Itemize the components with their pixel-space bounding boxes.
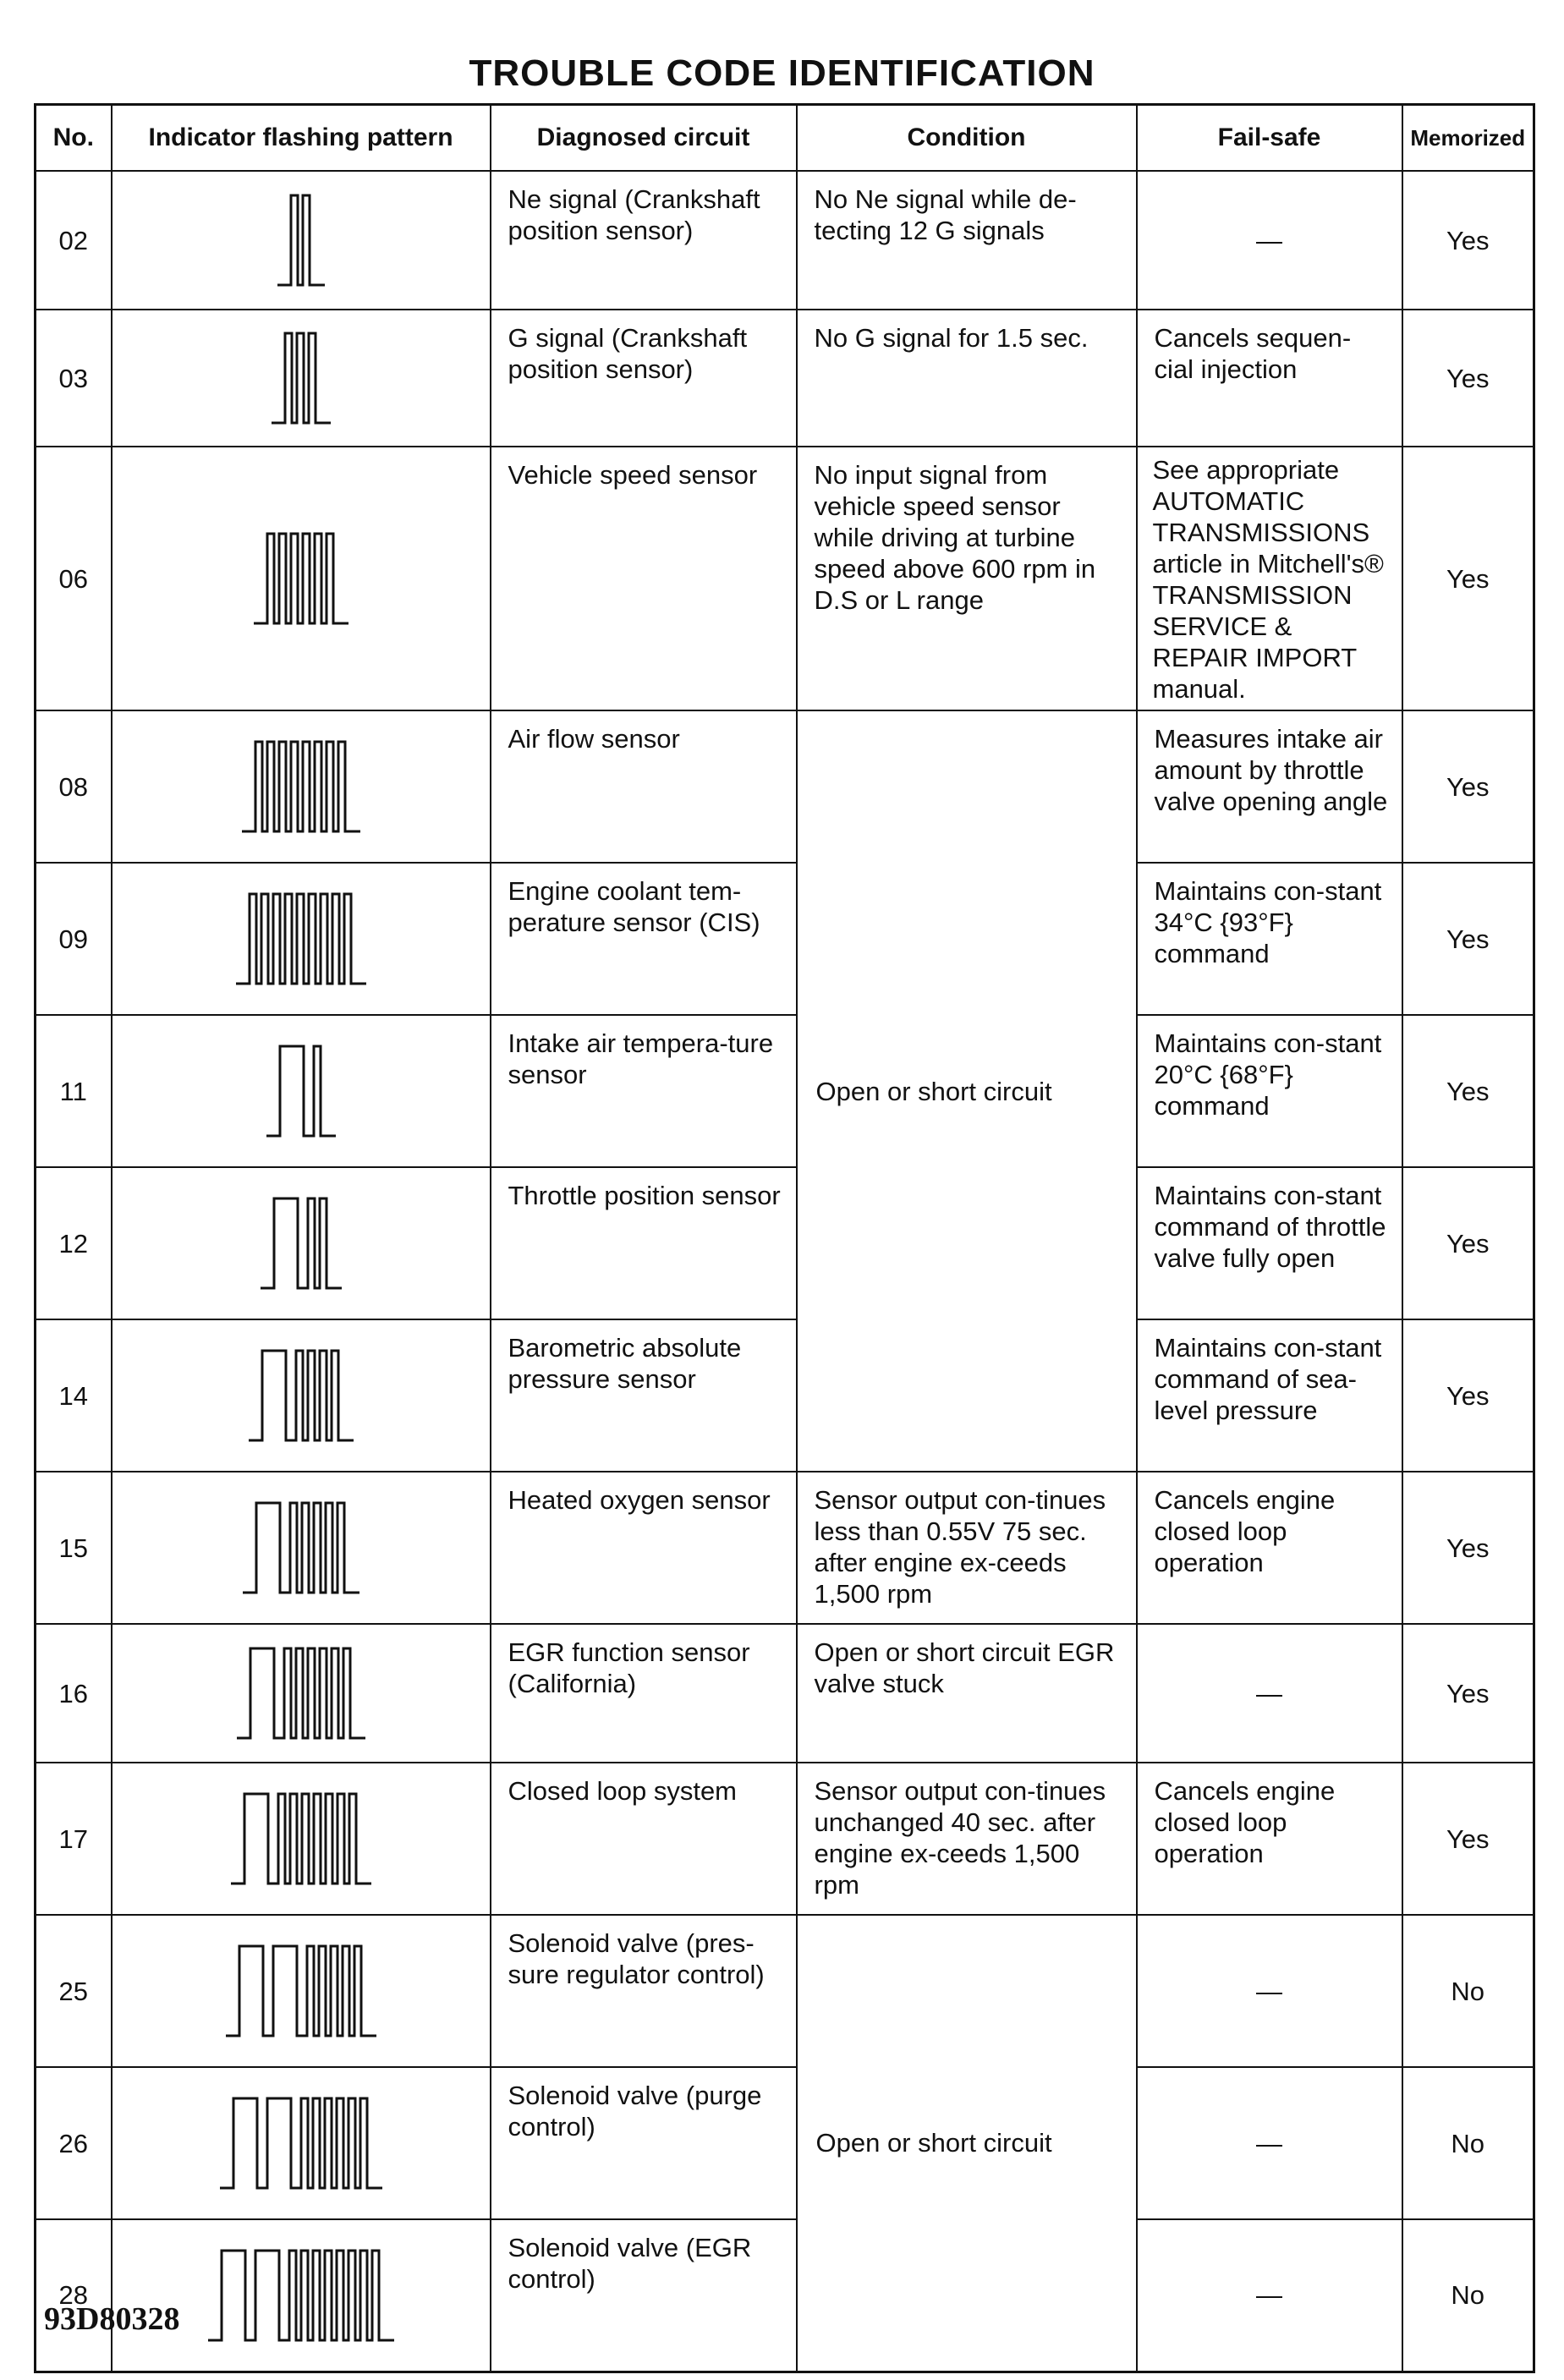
diagnosed-circuit: Vehicle speed sensor xyxy=(491,447,797,710)
diagnosed-circuit: Closed loop system xyxy=(491,1763,797,1915)
memorized: Yes xyxy=(1402,1015,1534,1167)
code-number: 17 xyxy=(36,1763,112,1915)
memorized: Yes xyxy=(1402,447,1534,710)
flash-pulse-train xyxy=(272,333,331,423)
failsafe: — xyxy=(1137,1915,1402,2067)
flash-pattern-diagram xyxy=(121,2088,481,2198)
flash-pulse-train xyxy=(243,1503,359,1593)
failsafe: Cancels sequen-cial injection xyxy=(1137,310,1402,447)
code-number: 02 xyxy=(36,171,112,310)
table-row xyxy=(36,1763,1534,1915)
flash-pattern-diagram xyxy=(121,1036,481,1146)
header-row xyxy=(36,105,1534,172)
flash-pattern-diagram xyxy=(121,185,481,295)
memorized: Yes xyxy=(1402,1624,1534,1763)
flash-pattern-diagram xyxy=(121,1188,481,1298)
condition-merged-b: Open or short circuit xyxy=(797,1915,1137,2372)
diagnosed-circuit: Heated oxygen sensor xyxy=(491,1472,797,1624)
flash-pattern-cell xyxy=(112,863,491,1015)
header-failsafe: Fail-safe xyxy=(1137,105,1402,172)
flash-pattern-cell xyxy=(112,1167,491,1319)
flash-pulse-train xyxy=(242,742,360,831)
flash-pattern-cell xyxy=(112,1624,491,1763)
condition: Sensor output con-tinues unchanged 40 sec. after engine ex-ceeds 1,500 rpm xyxy=(797,1763,1137,1915)
flash-pulse-train xyxy=(254,534,348,623)
flash-pattern-cell xyxy=(112,447,491,710)
code-number: 14 xyxy=(36,1319,112,1472)
condition: No Ne signal while de-tecting 12 G signals xyxy=(797,171,1137,310)
flash-pulse-train xyxy=(226,1946,376,2036)
flash-pattern-cell xyxy=(112,1015,491,1167)
memorized: Yes xyxy=(1402,171,1534,310)
figure-id: 93D80328 xyxy=(44,2301,180,2337)
flash-pattern-cell xyxy=(112,1915,491,2067)
memorized: No xyxy=(1402,2219,1534,2372)
flash-pattern-cell xyxy=(112,1319,491,1472)
flash-pattern-diagram xyxy=(121,323,481,433)
failsafe: Cancels engine closed loop operation xyxy=(1137,1763,1402,1915)
header-pattern: Indicator flashing pattern xyxy=(112,105,491,172)
flash-pattern-diagram xyxy=(121,1341,481,1450)
table-row xyxy=(36,1472,1534,1624)
diagnosed-circuit: Solenoid valve (purge control) xyxy=(491,2067,797,2219)
code-number: 15 xyxy=(36,1472,112,1624)
failsafe: Measures intake air amount by throttle valve opening angle xyxy=(1137,710,1402,863)
table-row xyxy=(36,1167,1534,1319)
header-condition: Condition xyxy=(797,105,1137,172)
diagnosed-circuit: Solenoid valve (pres-sure regulator control) xyxy=(491,1915,797,2067)
flash-pulse-train xyxy=(220,2098,382,2188)
failsafe: — xyxy=(1137,2067,1402,2219)
flash-pattern-diagram xyxy=(121,884,481,994)
code-number: 25 xyxy=(36,1915,112,2067)
flash-pulse-train xyxy=(231,1794,371,1884)
diagnosed-circuit: Solenoid valve (EGR control) xyxy=(491,2219,797,2372)
flash-pattern-cell xyxy=(112,2219,491,2372)
header-memorized: Memorized xyxy=(1402,105,1534,172)
diagnosed-circuit: G signal (Crankshaft position sensor) xyxy=(491,310,797,447)
flash-pattern-cell xyxy=(112,171,491,310)
table-row xyxy=(36,1915,1534,2067)
code-number: 03 xyxy=(36,310,112,447)
header-circuit: Diagnosed circuit xyxy=(491,105,797,172)
memorized: Yes xyxy=(1402,710,1534,863)
failsafe: See appropriate AUTOMATIC TRANSMISSIONS article in Mitchell's® TRANSMISSION SERVICE & REPAIR IMPORT manual. xyxy=(1137,447,1402,710)
flash-pattern-diagram xyxy=(121,1493,481,1603)
table-row xyxy=(36,710,1534,863)
diagnosed-circuit: Air flow sensor xyxy=(491,710,797,863)
flash-pattern-diagram xyxy=(121,1936,481,2046)
condition: Sensor output con-tinues less than 0.55V 75 sec. after engine ex-ceeds 1,500 rpm xyxy=(797,1472,1137,1624)
table-row xyxy=(36,2219,1534,2372)
memorized: Yes xyxy=(1402,863,1534,1015)
code-number: 09 xyxy=(36,863,112,1015)
page-title: TROUBLE CODE IDENTIFICATION xyxy=(469,52,1095,94)
condition: No G signal for 1.5 sec. xyxy=(797,310,1137,447)
flash-pattern-diagram xyxy=(121,524,481,633)
table-row xyxy=(36,310,1534,447)
diagnosed-circuit: Intake air tempera-ture sensor xyxy=(491,1015,797,1167)
header-no: No. xyxy=(36,105,112,172)
memorized: No xyxy=(1402,2067,1534,2219)
table-row xyxy=(36,1319,1534,1472)
flash-pulse-train xyxy=(277,195,325,285)
table-row xyxy=(36,447,1534,710)
condition: No input signal from vehicle speed sensor while driving at turbine speed above 600 rpm in D.S or L range xyxy=(797,447,1137,710)
memorized: Yes xyxy=(1402,1763,1534,1915)
code-number: 11 xyxy=(36,1015,112,1167)
failsafe: Maintains con-stant 34°C {93°F} command xyxy=(1137,863,1402,1015)
flash-pattern-cell xyxy=(112,1472,491,1624)
failsafe: Maintains con-stant command of throttle valve fully open xyxy=(1137,1167,1402,1319)
failsafe: — xyxy=(1137,1624,1402,1763)
failsafe: — xyxy=(1137,171,1402,310)
flash-pattern-diagram xyxy=(121,1638,481,1748)
table-row xyxy=(36,2067,1534,2219)
memorized: Yes xyxy=(1402,1167,1534,1319)
failsafe: Maintains con-stant command of sea-level pressure xyxy=(1137,1319,1402,1472)
condition-merged-a: Open or short circuit xyxy=(797,710,1137,1472)
flash-pattern-diagram xyxy=(121,732,481,842)
code-number: 28 xyxy=(36,2219,112,2372)
table-row xyxy=(36,1624,1534,1763)
flash-pulse-train xyxy=(249,1351,354,1440)
flash-pattern-cell xyxy=(112,1763,491,1915)
flash-pattern-cell xyxy=(112,710,491,863)
table-row xyxy=(36,863,1534,1015)
code-number: 08 xyxy=(36,710,112,863)
failsafe: — xyxy=(1137,2219,1402,2372)
code-number: 12 xyxy=(36,1167,112,1319)
memorized: Yes xyxy=(1402,1319,1534,1472)
flash-pulse-train xyxy=(208,2251,394,2340)
diagnosed-circuit: Barometric absolute pressure sensor xyxy=(491,1319,797,1472)
failsafe: Cancels engine closed loop operation xyxy=(1137,1472,1402,1624)
failsafe: Maintains con-stant 20°C {68°F} command xyxy=(1137,1015,1402,1167)
diagnosed-circuit: Ne signal (Crankshaft position sensor) xyxy=(491,171,797,310)
code-number: 16 xyxy=(36,1624,112,1763)
memorized: Yes xyxy=(1402,1472,1534,1624)
code-number: 26 xyxy=(36,2067,112,2219)
diagnosed-circuit: EGR function sensor (California) xyxy=(491,1624,797,1763)
code-number: 06 xyxy=(36,447,112,710)
condition: Open or short circuit EGR valve stuck xyxy=(797,1624,1137,1763)
memorized: Yes xyxy=(1402,310,1534,447)
flash-pulse-train xyxy=(266,1046,336,1136)
diagnosed-circuit: Throttle position sensor xyxy=(491,1167,797,1319)
flash-pattern-diagram xyxy=(121,1784,481,1894)
diagnosed-circuit: Engine coolant tem-perature sensor (CIS) xyxy=(491,863,797,1015)
flash-pulse-train xyxy=(261,1198,342,1288)
flash-pattern-cell xyxy=(112,2067,491,2219)
trouble-code-table xyxy=(34,103,1535,2373)
table-row xyxy=(36,171,1534,310)
flash-pulse-train xyxy=(236,894,366,984)
table-row xyxy=(36,1015,1534,1167)
flash-pattern-cell xyxy=(112,310,491,447)
flash-pulse-train xyxy=(237,1648,365,1738)
memorized: No xyxy=(1402,1915,1534,2067)
